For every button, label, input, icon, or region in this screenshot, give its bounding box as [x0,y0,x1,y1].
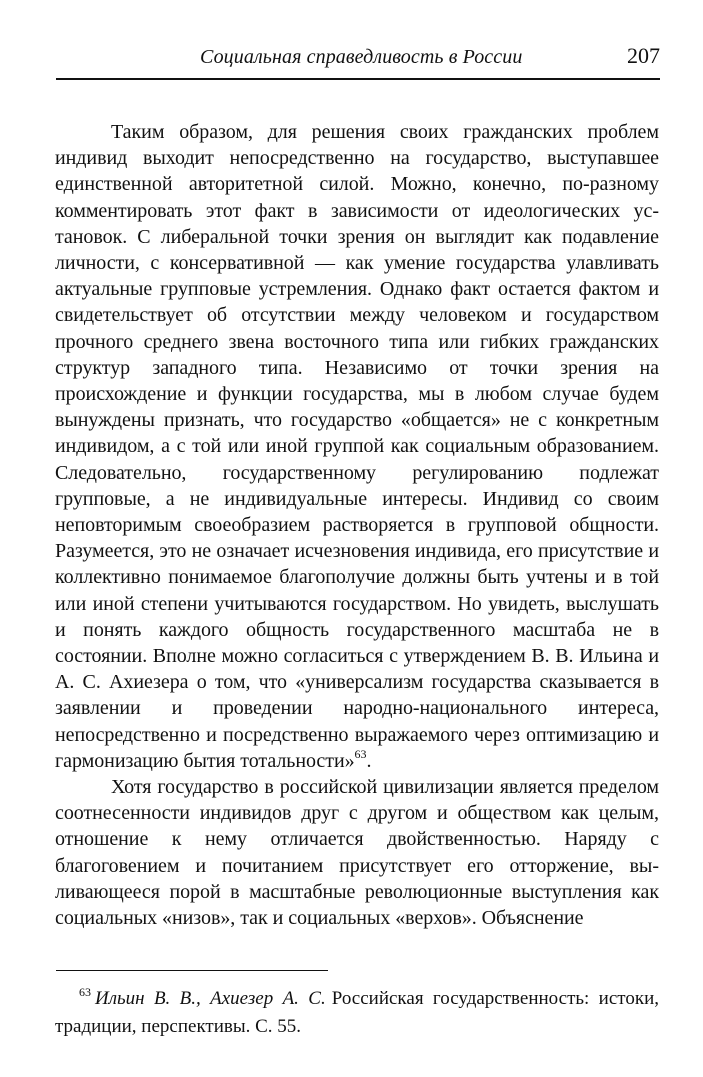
paragraph-2 [55,774,659,931]
footnote-reference[interactable]: 63 [354,746,367,761]
running-title: Социальная справедливость в России [200,46,523,68]
paragraph-2-text: Хотя государство в российской цивилизации является пределом соотнесенности индивидов друг с другом и обществом как целым, отношение к нему отличается двойственностью. Наряду с благоговением и почитанием присутствует его отторжение, выливающееся порой в масштабные революционные выступления как социальных «низов», так и социальных «верхов». Объяснение [55,776,659,930]
footnote-authors: Ильин В. В., Ахиезер А. С. [95,988,326,1009]
footnote-text: Российская государственность: истоки, традиции, перспективы. С. 55. [55,988,659,1037]
paragraph-1-text: Таким образом, для решения своих гражданских проблем индивид выходит непосредственно на государство, выступавшее единственной авторитетной силой. Можно, конечно, по-разному комментировать этот факт в зависимости от идеологических установок. С либеральной точки зрения он выглядит как подавление личности, с консервативной — как умение государства улавливать актуальные групповые устремления. Однако факт остается фактом и свидетельствует об отсутствии между человеком и государством прочного среднего звена восточного типа или гибких гражданских структур западного типа. Независимо от точки зрения на происхождение и функции государства, мы в любом случае будем вынуждены признать, что государство «общается» не с конкретным индивидом, а с той или иной группой как социальным образованием. Следовательно, государственному регулированию подлежат групповые, а не индивидуальные интересы. Индивид со своим неповторимым своеобразием растворяется в групповой общности. Разумеется, это не означает исчезновения индивида, его присутствие и коллективно понимаемое благополучие должны быть учтены и в той или иной степени учитываются государством. Но увидеть, выслушать и понять каждого общность государственного масштаба не в состоянии. Вполне можно согласиться с утверждением В. В. Ильина и А. С. Ахиезера о том, что «универсализм государства сказывается в заявлении и проведении народно-национального интереса, непосредственно и посредственно выражаемого через оптимизацию и гармонизацию бытия тотальности» [55,121,659,772]
main-text [55,119,659,931]
footnote-rule [56,970,328,971]
footnote-number: 63 [79,985,91,999]
paragraph-1 [55,119,659,774]
running-header [56,44,660,74]
paragraph-1-end: . [366,749,372,772]
footnote [55,985,659,1041]
page-number: 207 [627,43,660,68]
header-rule [56,78,660,80]
